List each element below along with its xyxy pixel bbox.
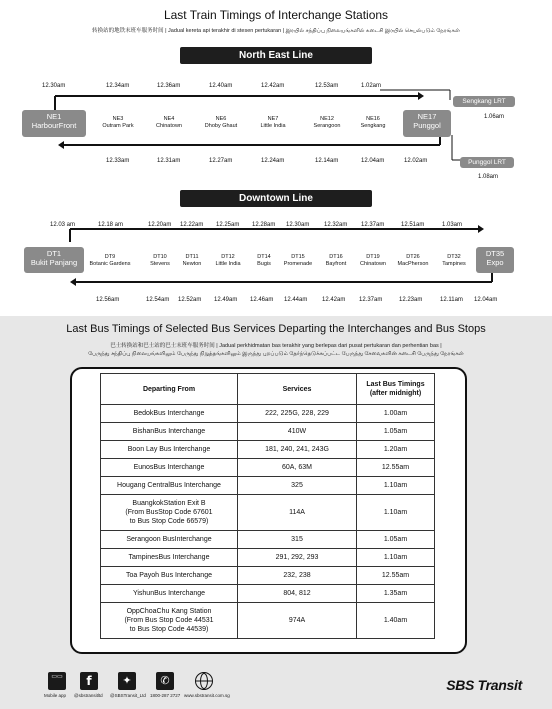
nel-top-time: 12.40am	[209, 83, 233, 89]
dtl-top-time: 12.18 am	[98, 222, 124, 228]
nel-top-time: 12.36am	[157, 83, 181, 89]
punggol-lrt-badge: Punggol LRT	[460, 157, 514, 168]
dtl-end-terminal: DT35 Expo	[476, 247, 514, 273]
punggol-lrt-time: 1.08am	[478, 174, 499, 180]
table-row	[101, 531, 435, 549]
nel-station: NE12 Serangoon	[313, 116, 341, 129]
dtl-bottom-time: 12.52am	[178, 297, 202, 303]
dtl-top-time: 12.37am	[361, 222, 385, 228]
dtl-bottom-time: 12.23am	[399, 297, 423, 303]
cell-last-bus: 1.35am	[357, 585, 435, 603]
nel-top-start-time: 12.30am	[42, 83, 66, 89]
dtl-station: DT10 Stevens	[150, 254, 170, 267]
nel-station: NE6 Dhoby Ghaut	[204, 116, 238, 129]
cell-departing-from: Boon Lay Bus Interchange	[101, 441, 238, 459]
cell-departing-from: BishanBus Interchange	[101, 423, 238, 441]
dtl-station: DT15 Promenade	[283, 254, 313, 267]
cell-last-bus: 1.40am	[357, 603, 435, 639]
nel-top-time: 12.53am	[315, 83, 339, 89]
dtl-bottom-time: 12.49am	[214, 297, 238, 303]
cell-last-bus: 1.05am	[357, 531, 435, 549]
cell-last-bus: 1.05am	[357, 423, 435, 441]
cell-departing-from: YishunBus Interchange	[101, 585, 238, 603]
dtl-bottom-time: 12.37am	[359, 297, 383, 303]
cell-last-bus: 12.55am	[357, 567, 435, 585]
nel-start-terminal: NE1 HarbourFront	[22, 110, 86, 137]
cell-departing-from: BedokBus Interchange	[101, 405, 238, 423]
bus-table	[100, 373, 435, 639]
col-departing-from: Departing From	[101, 374, 238, 405]
cell-services: 410W	[238, 423, 357, 441]
dtl-top-start-time: 12.03 am	[50, 222, 76, 228]
bus-subtitle-2: பேருந்து சந்திப்பு நிலையங்களிலும் பேருந்து நிறுத்தங்களிலும் இருந்து புறப்படும் தேர்ந்தெடுக்கப்பட்ட பேருந்து சேவைகளின் கடைசி பேருந்து நேரங்கள்	[88, 351, 464, 357]
table-row	[101, 441, 435, 459]
page-title: Last Train Timings of Interchange Stations	[163, 8, 389, 22]
nel-bottom-time: 12.24am	[261, 158, 285, 164]
dtl-station: DT14 Bugis	[257, 254, 271, 267]
nel-top-time: 1.02am	[361, 83, 382, 89]
bus-title: Last Bus Timings of Selected Bus Services Departing the Interchanges and Bus Stops	[66, 323, 486, 335]
dtl-band: Downtown Line	[180, 190, 372, 207]
dtl-station: DT9 Botanic Gardens	[89, 254, 131, 267]
cell-last-bus: 1.10am	[357, 495, 435, 531]
table-row	[101, 549, 435, 567]
nel-bottom-time: 12.14am	[315, 158, 339, 164]
table-row	[101, 405, 435, 423]
cell-last-bus: 1.20am	[357, 441, 435, 459]
nel-bottom-time: 12.33am	[106, 158, 130, 164]
table-header-row	[101, 374, 435, 405]
nel-bottom-time: 12.04am	[361, 158, 385, 164]
cell-departing-from: Toa Payoh Bus Interchange	[101, 567, 238, 585]
cell-departing-from: EunosBus Interchange	[101, 459, 238, 477]
cell-last-bus: 1.00am	[357, 405, 435, 423]
dtl-top-time: 1.03am	[442, 222, 463, 228]
footer-caption-phone: 1800-287 2727	[150, 693, 181, 698]
cell-services: 232, 238	[238, 567, 357, 585]
nel-station: NE3 Outram Park	[102, 116, 134, 129]
col-services: Services	[238, 374, 357, 405]
table-row	[101, 603, 435, 639]
dtl-station: DT26 MacPherson	[397, 254, 429, 267]
dtl-top-time: 12.30am	[286, 222, 310, 228]
phone-icon[interactable]: ✆	[156, 672, 174, 690]
col-last-bus: Last Bus Timings (after midnight)	[357, 374, 435, 405]
dtl-station: DT16 Bayfront	[325, 254, 347, 267]
page-subtitle: 转换站的地铁末班车服务时间 | Jadual kereta api terakhir di stesen pertukaran | இரயில் சந்திப்பு நிலையங்களில் கடைசி இரயில் செயல்படும் நேரங்கள்	[92, 28, 460, 34]
cell-last-bus: 1.10am	[357, 477, 435, 495]
cell-services: 974A	[238, 603, 357, 639]
dtl-station: DT12 Little India	[215, 254, 241, 267]
sbs-transit-logo: SBS Transit	[446, 677, 522, 693]
dtl-bottom-time: 12.11am	[440, 297, 463, 303]
footer-caption-app: Mobile app	[44, 693, 67, 698]
facebook-icon[interactable]: f	[80, 672, 98, 690]
dtl-bottom-time: 12.54am	[146, 297, 170, 303]
globe-icon[interactable]	[195, 672, 213, 690]
dtl-top-time: 12.22am	[180, 222, 204, 228]
cell-departing-from: OppChoaChu Kang Station (From Bus Stop Code 44531 to Bus Stop Code 44539)	[101, 603, 238, 639]
dtl-top-time: 12.32am	[324, 222, 348, 228]
dtl-start-terminal: DT1 Bukit Panjang	[24, 247, 84, 273]
nel-station: NE16 Sengkang	[360, 116, 386, 129]
mobile-app-icon[interactable]: ▭▭	[48, 672, 66, 690]
cell-services: 181, 240, 241, 243G	[238, 441, 357, 459]
bus-table-frame	[70, 367, 467, 654]
dtl-bottom-time: 12.42am	[322, 297, 346, 303]
nel-bottom-end-time: 12.02am	[404, 158, 428, 164]
nel-bottom-time: 12.31am	[157, 158, 181, 164]
dtl-bottom-time: 12.56am	[96, 297, 120, 303]
nel-station: NE7 Little India	[260, 116, 286, 129]
cell-departing-from: TampinesBus Interchange	[101, 549, 238, 567]
dtl-station: DT11 Newton	[182, 254, 202, 267]
cell-services: 291, 292, 293	[238, 549, 357, 567]
cell-services: 804, 812	[238, 585, 357, 603]
nel-top-time: 12.34am	[106, 83, 130, 89]
cell-departing-from: Serangoon BusInterchange	[101, 531, 238, 549]
twitter-icon[interactable]: ✦	[118, 672, 136, 690]
nel-top-time: 12.42am	[261, 83, 285, 89]
cell-services: 325	[238, 477, 357, 495]
dtl-top-time: 12.28am	[252, 222, 276, 228]
bus-subtitle-1: 巴士转换站和巴士站的巴士末班车服务时间 | Jadual perkhidmatan bas terakhir yang berlepas dari pusat pertukaran dan perhentian bas |	[110, 343, 442, 349]
dtl-top-time: 12.20am	[148, 222, 172, 228]
table-row	[101, 477, 435, 495]
nel-bottom-time: 12.27am	[209, 158, 233, 164]
table-row	[101, 423, 435, 441]
footer-caption-twitter: @SBSTransit_Ltd	[110, 693, 146, 698]
dtl-station: DT32 Tampines	[442, 254, 466, 267]
table-row	[101, 495, 435, 531]
cell-last-bus: 1.10am	[357, 549, 435, 567]
nel-band: North East Line	[180, 47, 372, 64]
cell-last-bus: 12.55am	[357, 459, 435, 477]
sengkang-lrt-time: 1.06am	[484, 114, 505, 120]
cell-services: 114A	[238, 495, 357, 531]
dtl-top-time: 12.25am	[216, 222, 240, 228]
table-row	[101, 459, 435, 477]
nel-end-terminal: NE17 Punggol	[403, 110, 451, 137]
sengkang-lrt-badge: Sengkang LRT	[453, 96, 515, 107]
cell-departing-from: Hougang CentralBus Interchange	[101, 477, 238, 495]
cell-services: 222, 225G, 228, 229	[238, 405, 357, 423]
cell-services: 60A, 63M	[238, 459, 357, 477]
dtl-station: DT19 Chinatown	[360, 254, 386, 267]
dtl-bottom-end-time: 12.04am	[474, 297, 498, 303]
footer-caption-website: www.sbstransit.com.sg	[184, 693, 230, 698]
table-row	[101, 585, 435, 603]
dtl-bottom-time: 12.46am	[250, 297, 274, 303]
nel-station: NE4 Chinatown	[156, 116, 182, 129]
dtl-bottom-time: 12.44am	[284, 297, 308, 303]
footer-caption-facebook: @sbstransitltd	[74, 693, 103, 698]
dtl-top-time: 12.51am	[401, 222, 425, 228]
cell-services: 315	[238, 531, 357, 549]
table-row	[101, 567, 435, 585]
cell-departing-from: BuangkokStation Exit B (From BusStop Code 67601 to Bus Stop Code 66579)	[101, 495, 238, 531]
